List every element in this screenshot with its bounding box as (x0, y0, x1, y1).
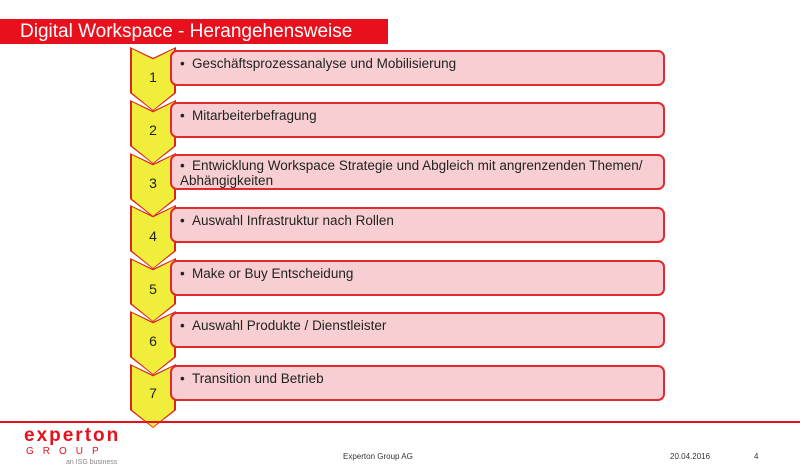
experton-logo (24, 426, 124, 470)
footer-date: 20.04.2016 (670, 452, 711, 461)
step-text-5: Make or Buy Entscheidung (192, 266, 354, 281)
step-text-1: Geschäftsprozessanalyse und Mobilisierung (192, 56, 457, 71)
logo-group-text: GROUP (26, 446, 108, 457)
step-number-4: 4 (149, 228, 157, 244)
step-number-5: 5 (149, 281, 157, 297)
bullet-icon: • (180, 213, 185, 228)
bullet-icon: • (180, 108, 185, 123)
slide-title: Digital Workspace - Herangehensweise (0, 19, 388, 44)
step-box-2 (170, 102, 665, 138)
page-number: 4 (754, 452, 759, 461)
step-number-7: 7 (149, 385, 157, 401)
footer-company: Experton Group AG (343, 452, 413, 461)
step-box-3 (170, 154, 665, 190)
bullet-icon: • (180, 318, 185, 333)
step-box-7 (170, 365, 665, 401)
step-box-6 (170, 312, 665, 348)
bullet-icon: • (180, 158, 185, 173)
step-text-6: Auswahl Produkte / Dienstleister (192, 318, 387, 333)
step-number-3: 3 (149, 175, 157, 191)
step-number-6: 6 (149, 333, 157, 349)
logo-wordmark: experton (24, 425, 121, 446)
footer-divider (0, 421, 800, 423)
step-text-7: Transition und Betrieb (192, 371, 324, 386)
bullet-icon: • (180, 371, 185, 386)
step-number-2: 2 (149, 122, 157, 138)
step-text-4: Auswahl Infrastruktur nach Rollen (192, 213, 394, 228)
step-box-5 (170, 260, 665, 296)
step-box-4 (170, 207, 665, 243)
step-box-1 (170, 50, 665, 86)
logo-subtitle: an ISG business (66, 459, 118, 466)
step-text-3: Entwicklung Workspace Strategie und Abgleich mit angrenzenden Themen/ Abhängigkeiten (180, 158, 643, 188)
bullet-icon: • (180, 56, 185, 71)
bullet-icon: • (180, 266, 185, 281)
step-number-1: 1 (149, 69, 157, 85)
step-text-2: Mitarbeiterbefragung (192, 108, 317, 123)
